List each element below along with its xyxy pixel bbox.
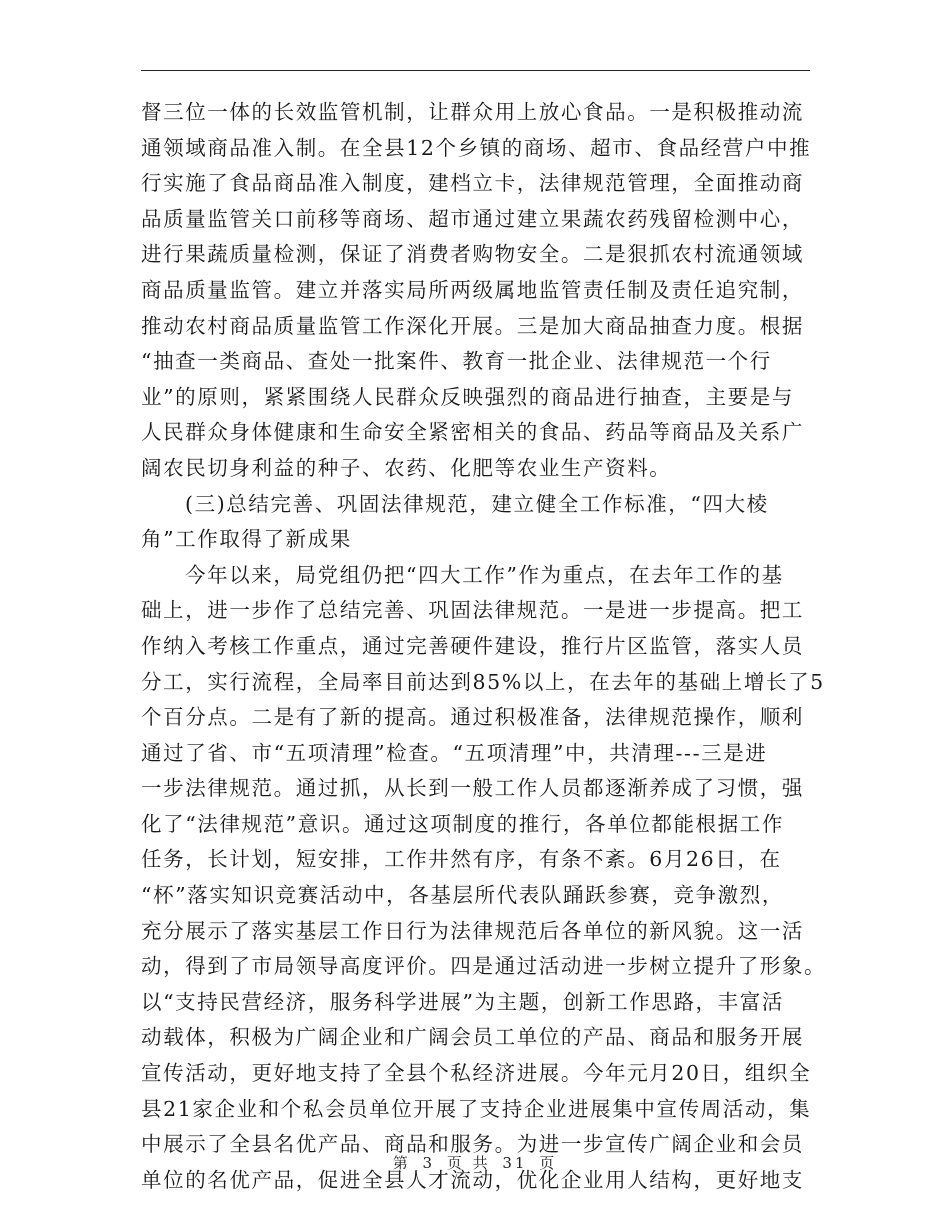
header-rule bbox=[141, 70, 810, 71]
text-line: “抽查一类商品、查处一批案件、教育一批企业、法律规范一个行 bbox=[141, 349, 772, 374]
document-body bbox=[141, 95, 827, 1198]
text-line: 今年以来，局党组仍把“四大工作”作为重点，在去年工作的基 bbox=[185, 562, 784, 587]
text-line: 品质量监管关口前移等商场、超市通过建立果蔬农药残留检测中心， bbox=[141, 206, 804, 231]
page-footer bbox=[0, 1152, 950, 1173]
text-line: 通过了省、市“五项清理”检查。“五项清理”中，共清理---三是进 bbox=[141, 740, 768, 765]
text-line: 化了“法律规范”意识。通过这项制度的推行，各单位都能根据工作 bbox=[141, 811, 784, 836]
text-line: “杯”落实知识竞赛活动中，各基层所代表队踊跃参赛，竞争激烈， bbox=[141, 883, 784, 908]
footer-total-pages: 31 bbox=[502, 1154, 528, 1172]
text-line: 充分展示了落实基层工作日行为法律规范后各单位的新风貌。这一活 bbox=[141, 918, 804, 943]
text-line: 个百分点。二是有了新的提高。通过积极准备，法律规范操作，顺利 bbox=[141, 705, 804, 730]
footer-page-number: 3 bbox=[422, 1154, 436, 1172]
footer-suffix: 页 bbox=[539, 1154, 558, 1172]
text-line: 作纳入考核工作重点，通过完善硬件建设，推行片区监管，落实人员 bbox=[141, 633, 804, 658]
text-line: 动，得到了市局领导高度评价。四是通过活动进一步树立提升了形象。 bbox=[141, 954, 827, 979]
text-line: 进行果蔬质量检测，保证了消费者购物安全。二是狠抓农村流通领域 bbox=[141, 242, 804, 267]
text-line: 动载体，积极为广阔企业和广阔会员工单位的产品、商品和服务开展 bbox=[141, 1025, 804, 1050]
text-line: 础上，进一步作了总结完善、巩固法律规范。一是进一步提高。把工 bbox=[141, 598, 804, 623]
text-line: 角”工作取得了新成果 bbox=[141, 527, 352, 552]
footer-middle: 页 共 bbox=[446, 1154, 491, 1172]
text-line: 通领域商品准入制。在全县12个乡镇的商场、超市、食品经营户中推 bbox=[141, 135, 812, 160]
text-line: 单位的名优产品，促进全县人才流动，优化企业用人结构，更好地支 bbox=[141, 1167, 804, 1192]
text-line: (三)总结完善、巩固法律规范，建立健全工作标准，“四大棱 bbox=[185, 491, 769, 516]
text-line: 业”的原则，紧紧围绕人民群众反映强烈的商品进行抽查，主要是与 bbox=[141, 384, 794, 409]
text-line: 督三位一体的长效监管机制，让群众用上放心食品。一是积极推动流 bbox=[141, 100, 804, 124]
text-line: 行实施了食品商品准入制度，建档立卡，法律规范管理，全面推动商 bbox=[141, 171, 804, 196]
text-line: 一步法律规范。通过抓，从长到一般工作人员都逐渐养成了习惯，强 bbox=[141, 776, 804, 801]
text-line: 县21家企业和个私会员单位开展了支持企业进展集中宣传周活动，集 bbox=[141, 1096, 812, 1121]
text-line: 任务，长计划，短安排，工作井然有序，有条不紊。6月26日，在 bbox=[141, 847, 782, 872]
text-line: 商品质量监管。建立并落实局所两级属地监管责任制及责任追究制， bbox=[141, 277, 804, 302]
footer-prefix: 第 bbox=[392, 1154, 411, 1172]
text-line: 以“支持民营经济，服务科学进展”为主题，创新工作思路，丰富活 bbox=[141, 989, 784, 1014]
text-line: 宣传活动，更好地支持了全县个私经济进展。今年元月20日，组织全 bbox=[141, 1061, 812, 1086]
text-line: 阔农民切身利益的种子、农药、化肥等农业生产资料。 bbox=[141, 455, 672, 480]
text-line: 推动农村商品质量监管工作深化开展。三是加大商品抽查力度。根据 bbox=[141, 313, 804, 338]
text-line: 人民群众身体健康和生命安全紧密相关的食品、药品等商品及关系广 bbox=[141, 420, 804, 445]
text-line: 中展示了全县名优产品、商品和服务。为进一步宣传广阔企业和会员 bbox=[141, 1132, 804, 1157]
text-line: 分工，实行流程，全局率目前达到85%以上，在去年的基础上增长了5 bbox=[141, 669, 825, 694]
